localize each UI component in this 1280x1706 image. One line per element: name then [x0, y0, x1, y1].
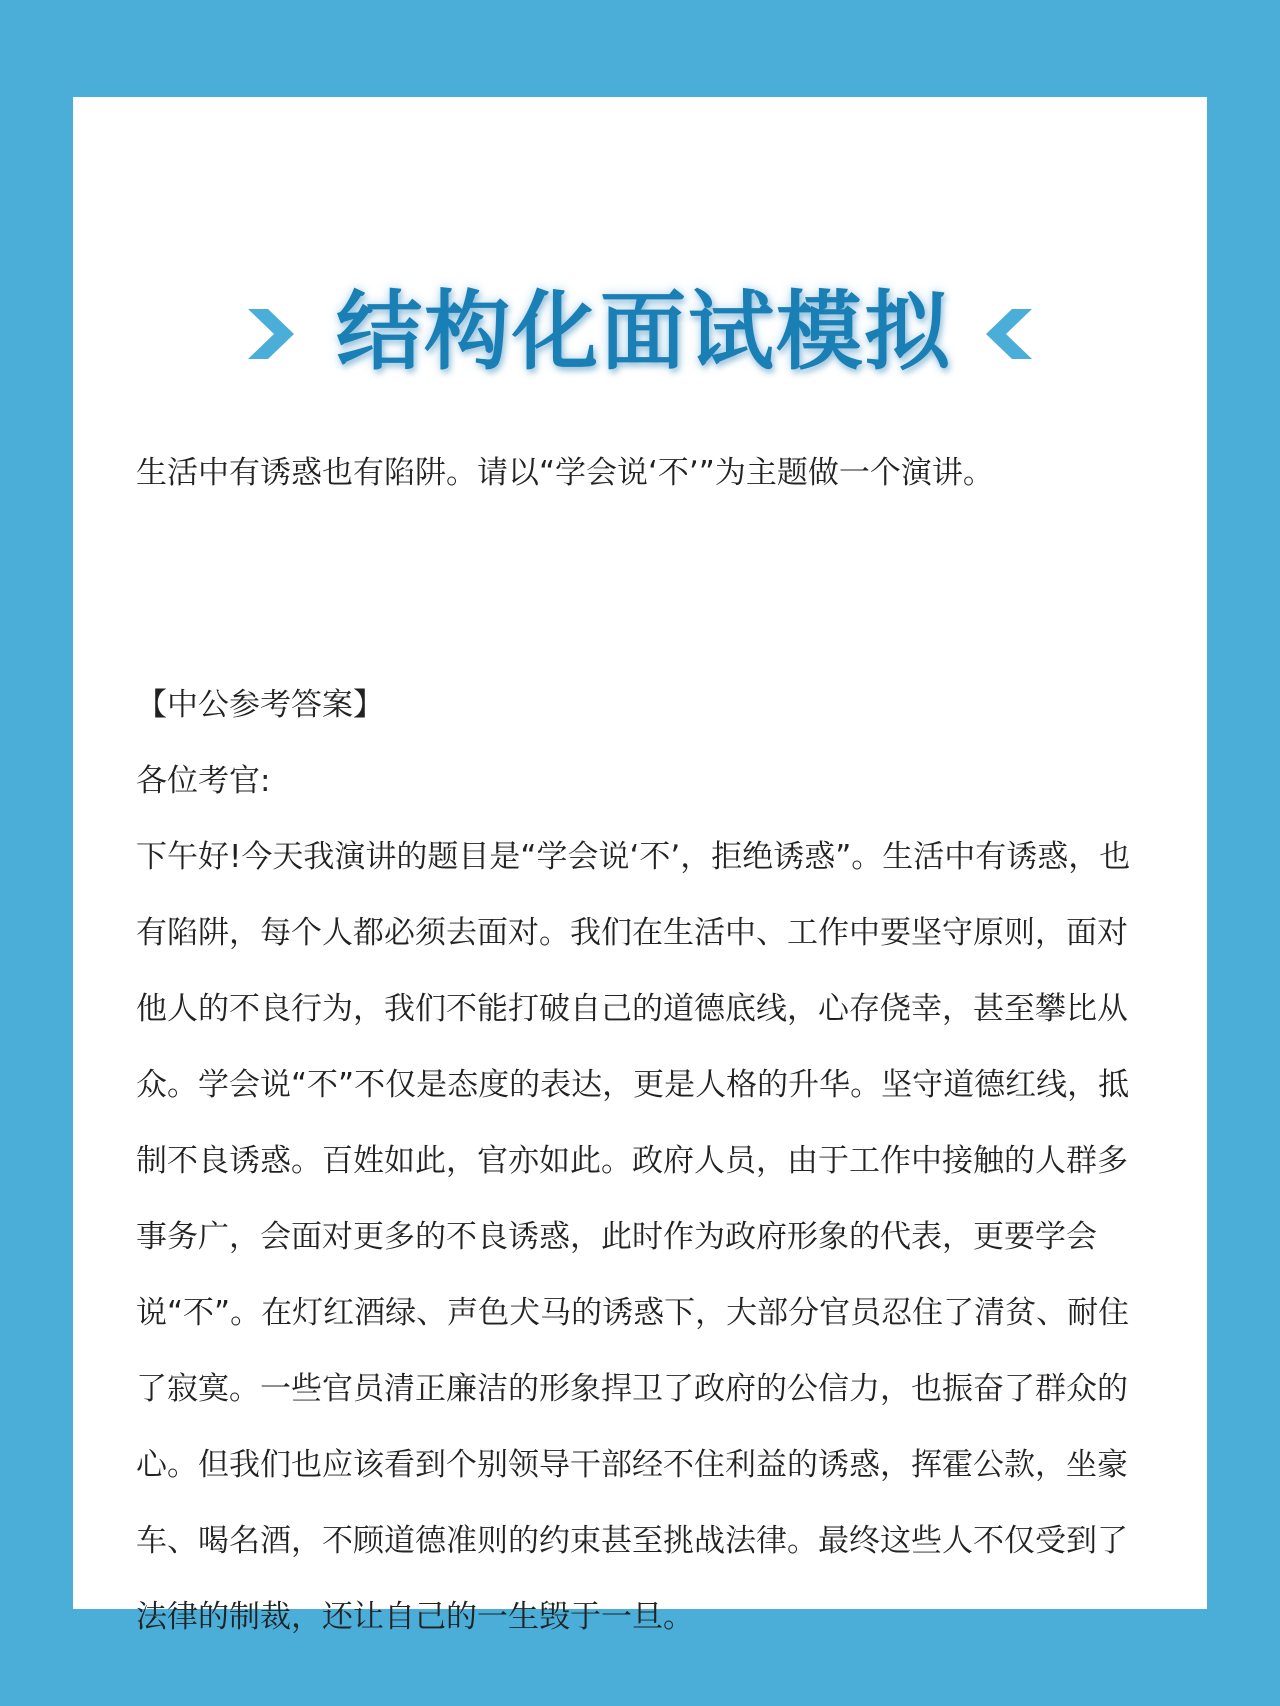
greeting: 各位考官: [136, 763, 271, 799]
question-text: 生活中有诱惑也有陷阱。请以“学会说‘不’”为主题做一个演讲。 [136, 455, 994, 491]
title-row [73, 277, 1207, 397]
speech-body: 下午好!今天我演讲的题目是“学会说‘不’，拒绝诱惑”。生活中有诱惑，也有陷阱，每个人都必须去面对。我们在生活中、工作中要坚守原则，面对他人的不良行为，我们不能打破自己的道德底线，心存侥幸，甚至攀比从众。学会说“不”不仅是态度的表达，更是人格的升华。坚守道德红线，抵制不良诱惑。百姓如此，官亦如此。政府人员，由于工作中接触的人群多事务广，会面对更多的不良诱惑，此时作为政府形象的代表，更要学会说“不”。在灯红酒绿、声色犬马的诱惑下，大部分官员忍住了清贫、耐住了寂寞。一些官员清正廉洁的形象捍卫了政府的公信力，也振奋了群众的心。但我们也应该看到个别领导干部经不住利益的诱惑，挥霍公款，坐豪车、喝名酒，不顾道德准则的约束甚至挑战法律。最终这些人不仅受到了法律的制裁，还让自己的一生毁于一旦。 [136, 839, 1131, 1635]
document-card [73, 97, 1207, 1635]
page-title: 结构化面试模拟 [336, 282, 952, 382]
chevron-left-icon [982, 307, 1036, 361]
chevron-right-icon [244, 307, 298, 361]
answer-label: 【中公参考答案】 [136, 687, 384, 723]
